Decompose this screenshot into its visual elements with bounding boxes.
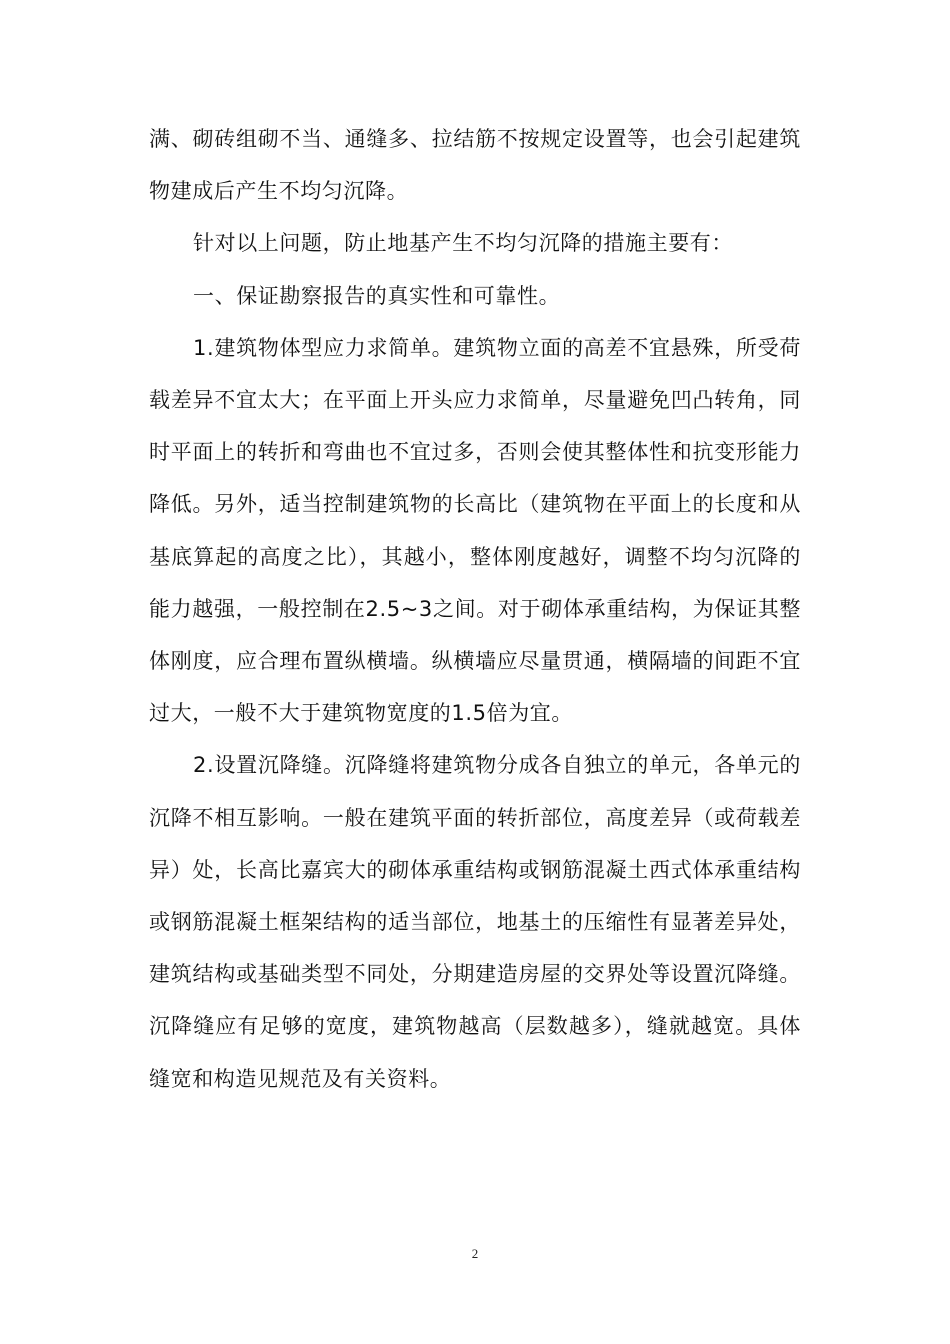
- page-number: 2: [471, 1246, 479, 1261]
- paragraph-heading-one: 一、保证勘察报告的真实性和可靠性。: [193, 283, 561, 308]
- paragraph-item-1: 1.建筑物体型应力求简单。建筑物立面的高差不宜悬殊，所受荷载差异不宜太大；在平面上开头应力求简单，尽量避免凹凸转角，同时平面上的转折和弯曲也不宜过多，否则会使其整体性和抗变形能力降低。另外，适当控制建筑物的长高比（建筑物在平面上的长度和从基底算起的高度之比），其越小，整体刚度越好，调整不均匀沉降的能力越强，一般控制在2.5~3之间。对于砌体承重结构，为保证其整体刚度，应合理布置纵横墙。纵横墙应尽量贯通，横隔墙的间距不宜过大，一般不大于建筑物宽度的1.5倍为宜。: [149, 335, 801, 726]
- paragraph-intro: 针对以上问题，防止地基产生不均匀沉降的措施主要有：: [193, 231, 733, 256]
- paragraph-item-2: 2.设置沉降缝。沉降缝将建筑物分成各自独立的单元，各单元的沉降不相互影响。一般在建筑平面的转折部位，高度差异（或荷载差异）处，长高比嘉宾大的砌体承重结构或钢筋混凝土西式体承重结构或钢筋混凝土框架结构的适当部位，地基土的压缩性有显著差异处，建筑结构或基础类型不同处，分期建造房屋的交界处等设置沉降缝。沉降缝应有足够的宽度，建筑物越高（层数越多），缝就越宽。具体缝宽和构造见规范及有关资料。: [149, 753, 801, 1091]
- document-body: [149, 113, 801, 1105]
- paragraph-continuation: 满、砌砖组砌不当、通缝多、拉结筋不按规定设置等，也会引起建筑物建成后产生不均匀沉降。: [149, 127, 801, 204]
